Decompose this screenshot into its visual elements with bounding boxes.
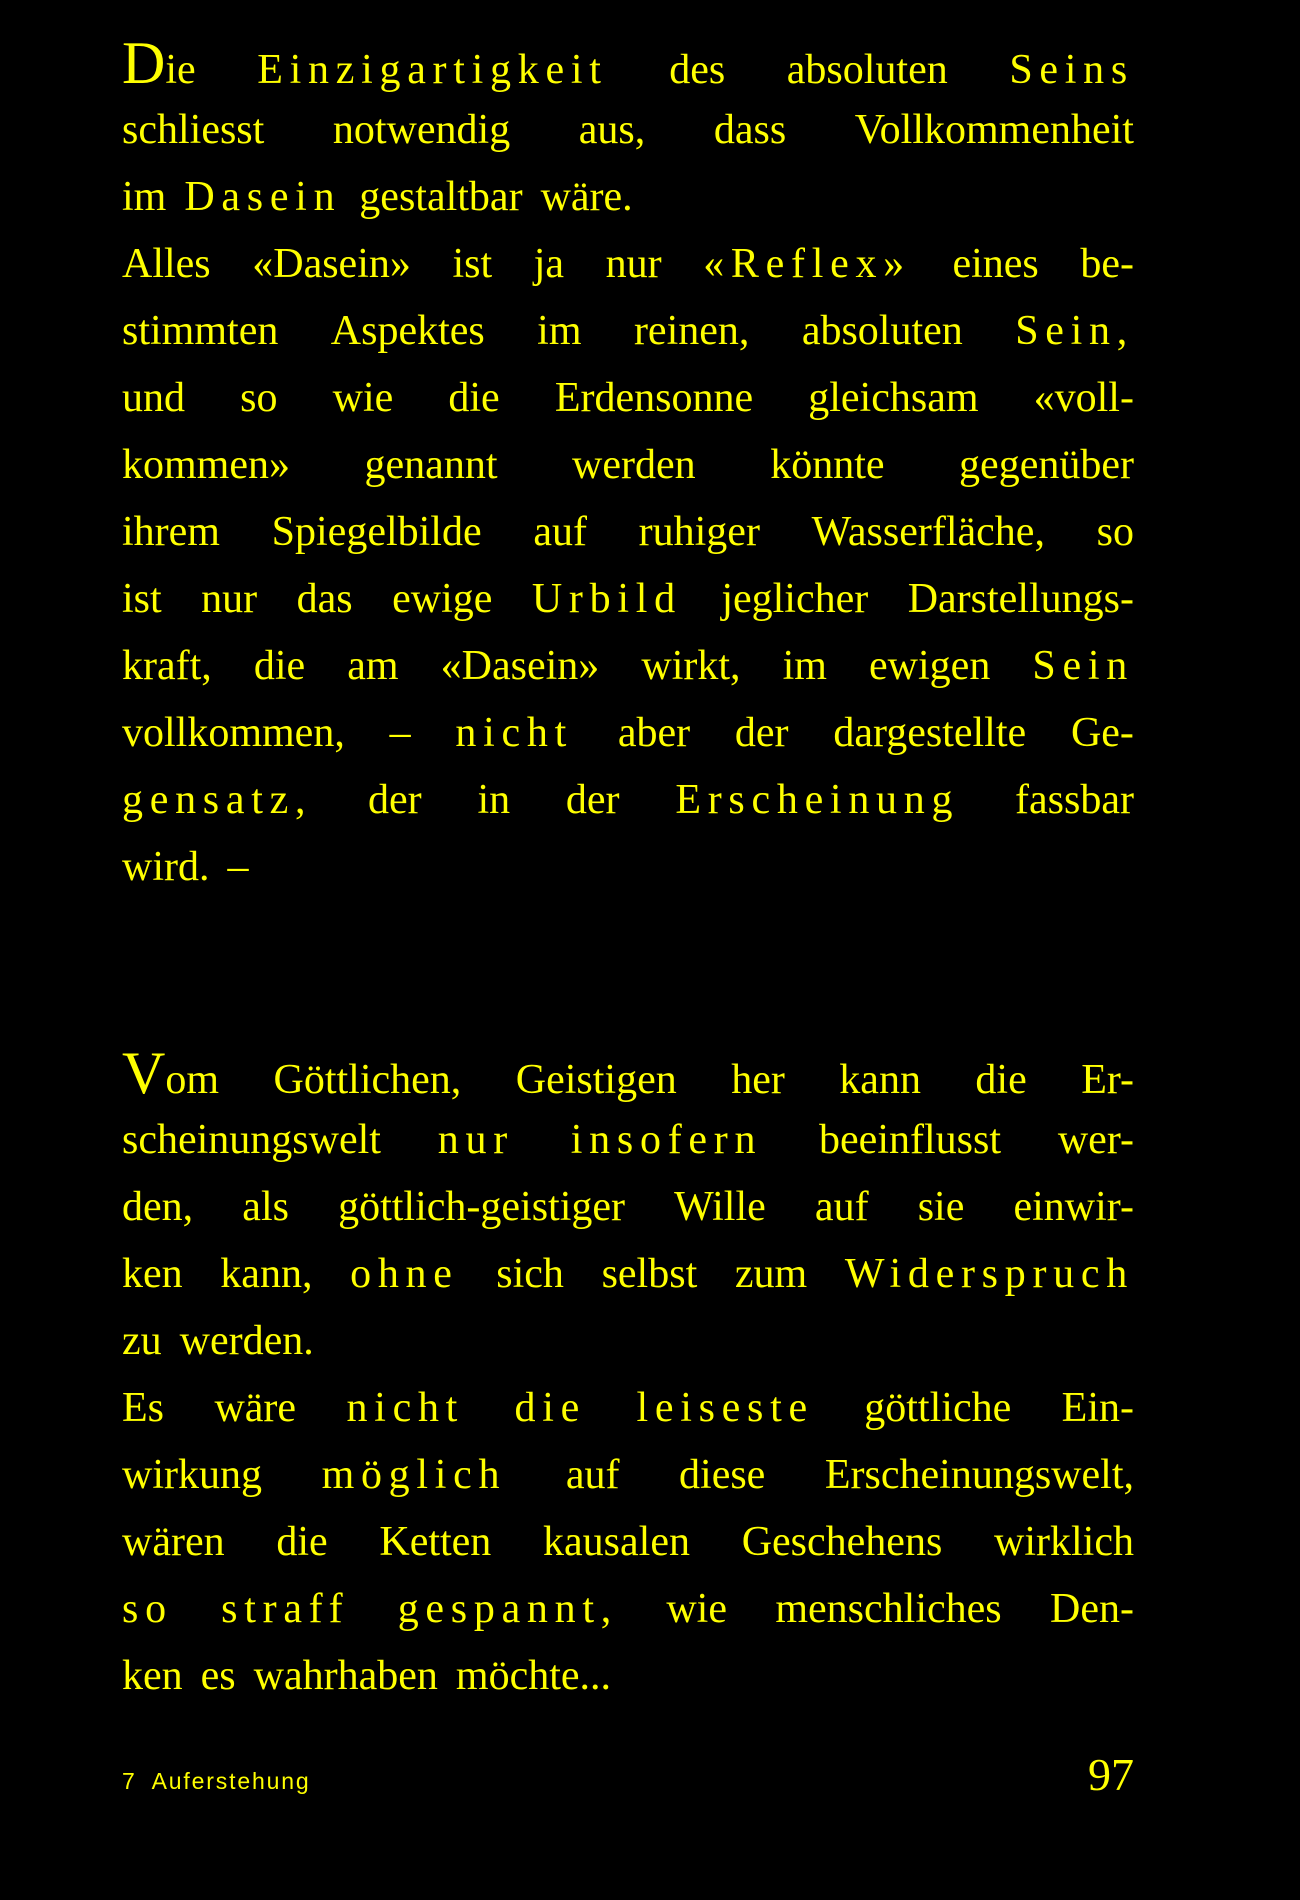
word: reinen, — [633, 308, 750, 354]
word: wirklich — [994, 1519, 1134, 1565]
word: notwendig — [332, 107, 511, 153]
word: ruhiger — [638, 509, 760, 555]
word: menschliches — [775, 1586, 1002, 1632]
word: jeglicher — [721, 576, 869, 622]
word: genannt — [364, 442, 498, 488]
word: auf — [565, 1452, 620, 1498]
word: gleichsam — [808, 375, 979, 421]
word: selbst — [601, 1251, 698, 1297]
word: wie — [666, 1586, 727, 1632]
word: Wille — [674, 1184, 766, 1230]
word: ihrem — [122, 509, 220, 555]
word: nur — [437, 1117, 514, 1163]
word: ohne — [350, 1251, 459, 1297]
word: kann, — [220, 1251, 313, 1297]
word: Geschehens — [741, 1519, 943, 1565]
word: beeinflusst — [819, 1117, 1001, 1163]
word: die — [253, 643, 306, 689]
word: – — [227, 844, 249, 890]
first-word — [122, 30, 196, 104]
word: Wasserfläche, — [811, 509, 1045, 555]
word: die — [448, 375, 500, 421]
text-line — [122, 1643, 1134, 1710]
text-line — [122, 633, 1134, 700]
word: kraft, — [122, 643, 212, 689]
word: «Dasein» — [440, 643, 600, 689]
word: – — [389, 710, 411, 756]
word: der — [565, 777, 620, 823]
initial-letter: D — [122, 30, 166, 96]
word: ewige — [392, 576, 493, 622]
word: in — [477, 777, 511, 823]
word: zum — [734, 1251, 808, 1297]
text-line — [122, 1576, 1134, 1643]
word: es — [200, 1653, 236, 1699]
word: Den- — [1049, 1586, 1134, 1632]
word: Spiegelbilde — [271, 509, 482, 555]
word: so — [1096, 509, 1134, 555]
word: der — [368, 777, 422, 823]
word: «Reflex» — [703, 241, 911, 287]
word: wäre — [214, 1385, 297, 1431]
word: Aspektes — [330, 308, 485, 354]
word: die — [514, 1385, 586, 1431]
text-line — [122, 298, 1134, 365]
word: Göttlichen, — [273, 1057, 462, 1103]
text-line — [122, 566, 1134, 633]
word: im — [537, 308, 582, 354]
text-line — [122, 1442, 1134, 1509]
word: auf — [814, 1184, 869, 1230]
word: dargestellte — [833, 710, 1027, 756]
word: zu — [122, 1318, 162, 1364]
word: Darstellungs- — [907, 576, 1134, 622]
word: Alles — [122, 241, 211, 287]
word: stimmten — [122, 308, 279, 354]
word: ken — [122, 1251, 183, 1297]
word: am — [347, 643, 399, 689]
text-line — [122, 1308, 1134, 1375]
word: könnte — [770, 442, 885, 488]
word: wirkung — [122, 1452, 262, 1498]
word: möglich — [321, 1452, 507, 1498]
word: ie — [165, 47, 196, 93]
word: Dasein — [184, 174, 342, 220]
word: nicht — [455, 710, 574, 756]
word: der — [734, 710, 789, 756]
word: so — [122, 1586, 173, 1632]
word: im — [782, 643, 827, 689]
word: wären — [122, 1519, 225, 1565]
word: fassbar — [1015, 777, 1134, 823]
word: werden — [572, 442, 696, 488]
word: Erscheinung — [675, 777, 960, 823]
word: «Dasein» — [252, 241, 411, 287]
word: Widerspruch — [844, 1251, 1134, 1297]
word: Urbild — [531, 576, 682, 622]
word: göttliche — [864, 1385, 1012, 1431]
word: einwir- — [1013, 1184, 1134, 1230]
word: eines — [952, 241, 1039, 287]
word: Erscheinungswelt, — [824, 1452, 1134, 1498]
text-line — [122, 432, 1134, 499]
word: wirkt, — [641, 643, 741, 689]
word: absoluten — [786, 47, 948, 93]
word: die — [276, 1519, 328, 1565]
word: so — [240, 375, 278, 421]
word: schliesst — [122, 107, 265, 153]
text-line — [122, 164, 1134, 231]
text-line — [122, 97, 1134, 164]
text-line — [122, 767, 1134, 834]
text-line — [122, 30, 1134, 97]
word: die — [975, 1057, 1027, 1103]
text-line — [122, 1174, 1134, 1241]
signature-mark: 7 Auferstehung — [122, 1768, 311, 1794]
text-line — [122, 231, 1134, 298]
word: ist — [452, 241, 493, 287]
word: her — [731, 1057, 785, 1103]
first-word — [122, 1040, 219, 1114]
word: vollkommen, — [122, 710, 345, 756]
word: straff — [221, 1586, 350, 1632]
word: kausalen — [543, 1519, 690, 1565]
word: wer- — [1057, 1117, 1134, 1163]
word: kann — [839, 1057, 921, 1103]
word: ewigen — [869, 643, 991, 689]
text-line — [122, 1375, 1134, 1442]
word: nur — [201, 576, 258, 622]
word: wahrhaben — [253, 1653, 438, 1699]
word: Ein- — [1061, 1385, 1134, 1431]
word: scheinungswelt — [122, 1117, 381, 1163]
word: leiseste — [636, 1385, 814, 1431]
word: ja — [533, 241, 565, 287]
word: wie — [332, 375, 394, 421]
word: im — [122, 174, 167, 220]
word: nicht — [346, 1385, 465, 1431]
text-line — [122, 365, 1134, 432]
word: ist — [122, 576, 162, 622]
word: absoluten — [801, 308, 963, 354]
word: gensatz, — [122, 777, 313, 823]
word: gegenüber — [959, 442, 1134, 488]
word: Sein — [1032, 643, 1134, 689]
word: Er- — [1081, 1057, 1134, 1103]
text-line — [122, 700, 1134, 767]
text-line — [122, 499, 1134, 566]
word: möchte... — [455, 1653, 612, 1699]
word: Ketten — [379, 1519, 492, 1565]
word: ken — [122, 1653, 183, 1699]
word: göttlich-geistiger — [338, 1184, 626, 1230]
word: Einzigartigkeit — [257, 47, 608, 93]
word: das — [296, 576, 353, 622]
word: den, — [122, 1184, 194, 1230]
word: wird. — [122, 844, 210, 890]
text-line — [122, 1509, 1134, 1576]
word: Geistigen — [515, 1057, 677, 1103]
word: dass — [713, 107, 787, 153]
word: kommen» — [122, 442, 290, 488]
word: be- — [1080, 241, 1134, 287]
word: Erdensonne — [554, 375, 754, 421]
word: auf — [533, 509, 587, 555]
word: sie — [917, 1184, 965, 1230]
word: aus, — [578, 107, 646, 153]
word: wäre. — [540, 174, 633, 220]
word: gestaltbar — [359, 174, 523, 220]
word: gespannt, — [397, 1586, 618, 1632]
word: om — [165, 1057, 220, 1103]
initial-letter: V — [122, 1040, 166, 1106]
paragraph-2 — [122, 1040, 1134, 1710]
paragraph-1 — [122, 30, 1134, 901]
word: «voll- — [1033, 375, 1134, 421]
word: Es — [122, 1385, 164, 1431]
word: Ge- — [1070, 710, 1134, 756]
word: Vollkommenheit — [854, 107, 1134, 153]
word: sich — [496, 1251, 564, 1297]
word: Sein, — [1015, 308, 1134, 354]
word: des — [669, 47, 726, 93]
text-line — [122, 1040, 1134, 1107]
text-line — [122, 1107, 1134, 1174]
word: aber — [617, 710, 691, 756]
word: und — [122, 375, 185, 421]
page-number: 97 — [1088, 1749, 1134, 1800]
word: als — [242, 1184, 289, 1230]
word: nur — [605, 241, 662, 287]
word: Seins — [1009, 47, 1134, 93]
text-line — [122, 834, 1134, 901]
text-line — [122, 1241, 1134, 1308]
word: werden. — [179, 1318, 314, 1364]
word: diese — [679, 1452, 766, 1498]
word: insofern — [570, 1117, 763, 1163]
